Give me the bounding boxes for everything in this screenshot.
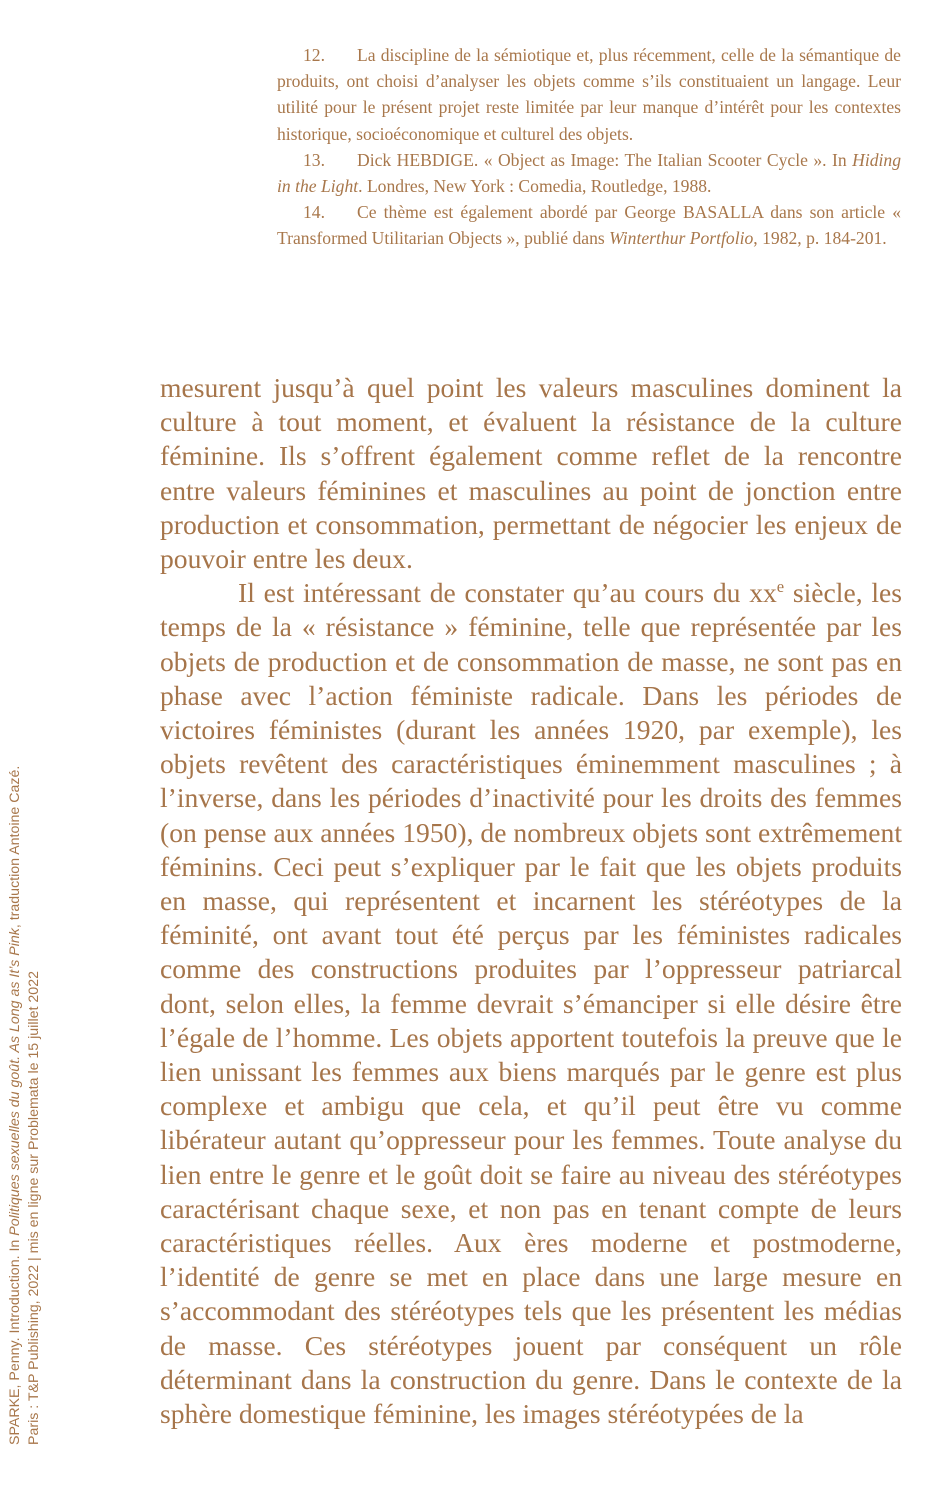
citation-text: SPARKE, Penny. Introduction. In xyxy=(7,1235,23,1445)
footnote-text: La discipline de la sémiotique et, plus récemment, celle de la sémantique de produits, ont choisi d’analyser les objets comme s’ils constituaient un langage. Leur utilité pour le présent projet reste limitée par leur manque d’intérêt pour les contextes historique, socioéconomique et culturel des objets. xyxy=(277,45,901,144)
footnote-number: 14. xyxy=(303,202,325,223)
main-text xyxy=(160,371,902,1431)
body-paragraph-1: mesurent jusqu’à quel point les valeurs masculines dominent la culture à tout moment, et évaluent la résistance de la culture féminine. Ils s’offrent également comme reflet de la rencontre entre valeurs féminines et masculines au point de jonction entre production et consommation, permettant de négocier les enjeux de pouvoir entre les deux. xyxy=(160,372,902,575)
footnote-12 xyxy=(277,42,901,147)
century-numeral: xx xyxy=(749,577,777,609)
footnotes xyxy=(277,42,901,252)
footnote-text: Ce thème est également abordé par George BASALLA dans son article « Transformed Utilitarian Objects », publié dans xyxy=(277,202,901,249)
citation-title: Politiques sexuelles du goût. As Long as It’s Pink xyxy=(7,928,23,1236)
footnote-journal-title: Winterthur Portfolio xyxy=(609,228,754,249)
paragraph-text-rest: siècle, les temps de la « résistance » féminine, telle que représentée par les objets de production et de consommation de masse, ne sont pas en phase avec l’action féministe radicale. Dans les périodes de victoires féministes (durant les années 1920, par exemple), les objets revêtent des caractéristiques éminemment masculines ; à l’inverse, dans les périodes d’inactivité pour les droits des femmes (on pense aux années 1950), de nombreux objets sont extrêmement féminins. Ceci peut s’expliquer par le fait que les objets produits en masse, qui représentent et incarnent les stéréotypes de la féminité, ont avant tout été perçus par les féministes radicales comme des constructions produites par l’oppresseur patriarcal dont, selon elles, la femme devrait s’émanciper si elle désire être l’égale de l’homme. Les objets apportent toutefois la preuve que le lien unissant les femmes aux biens marqués par le genre est plus complexe et ambigu que cela, et qu’il peut être vu comme libérateur autant qu’oppresseur pour les femmes. Toute analyse du lien entre le genre et le goût doit se faire au niveau des stéréotypes caractérisant chaque sexe, et non pas en tenant compte de leurs caractéristiques réelles. Aux ères moderne et postmoderne, l’identité de genre se met en place dans une large mesure en s’accommodant des stéréotypes tels que les présentent les médias de masse. Ces stéréotypes jouent par conséquent un rôle déterminant dans la construction du genre. Dans le contexte de la sphère domestique féminine, les images stéréotypées de la xyxy=(160,577,902,1430)
century-superscript: e xyxy=(776,577,785,597)
footnote-14 xyxy=(277,199,901,251)
footnote-book-title: Hiding in the Light xyxy=(277,149,901,197)
footnote-13 xyxy=(277,147,901,199)
citation-line-2: Paris : T&P Publishing, 2022 | mis en ligne sur Problemata le 15 juillet 2022 xyxy=(26,971,42,1445)
paragraph-text: Il est intéressant de constater qu’au cours du xyxy=(238,577,750,609)
footnote-text-end: , 1982, p. 184-201. xyxy=(753,228,887,249)
footnote-text-end: . Londres, New York : Comedia, Routledge, 1988. xyxy=(358,176,712,197)
citation-line-1 xyxy=(6,655,25,1445)
citation-sidebar xyxy=(6,655,44,1445)
body-paragraph-2 xyxy=(160,576,902,1431)
citation-translator: , traduction Antoine Cazé. xyxy=(7,765,23,929)
footnote-text: Dick HEBDIGE. « Object as Image: The Italian Scooter Cycle ». In xyxy=(357,149,853,170)
footnote-number: 13. xyxy=(303,149,325,170)
footnote-number: 12. xyxy=(303,45,325,65)
